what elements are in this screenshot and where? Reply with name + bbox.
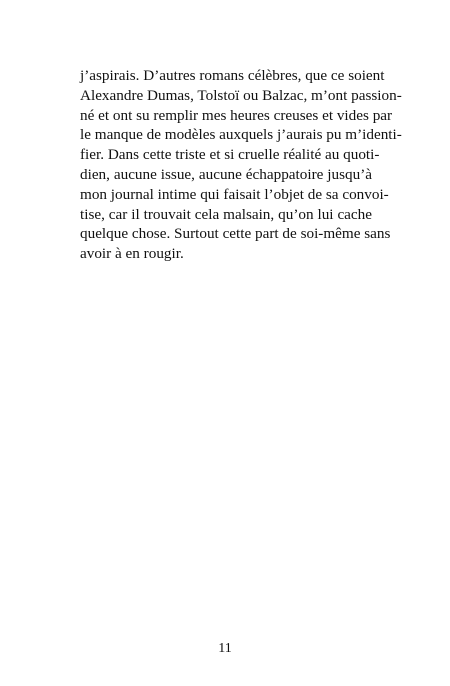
text-line: fier. Dans cette triste et si cruelle réalité au quoti-: [80, 146, 380, 164]
text-line: tise, car il trouvait cela malsain, qu’on lui cache: [80, 205, 372, 223]
text-line: né et ont su remplir mes heures creuses et vides par: [80, 106, 393, 124]
page-number: 11: [218, 641, 232, 656]
body-paragraph: [80, 66, 402, 264]
text-line-last: avoir à en rougir.: [80, 245, 184, 263]
text-line: dien, aucune issue, aucune échappatoire jusqu’à: [80, 165, 372, 183]
text-line: le manque de modèles auxquels j’aurais pu m’identi-: [80, 126, 402, 144]
text-line: Alexandre Dumas, Tolstoï ou Balzac, m’ont passion-: [80, 86, 402, 104]
text-line: j’aspirais. D’autres romans célèbres, que ce soient: [80, 67, 385, 84]
text-line: quelque chose. Surtout cette part de soi-même sans: [80, 225, 391, 243]
text-line: mon journal intime qui faisait l’objet de sa convoi-: [80, 185, 389, 203]
